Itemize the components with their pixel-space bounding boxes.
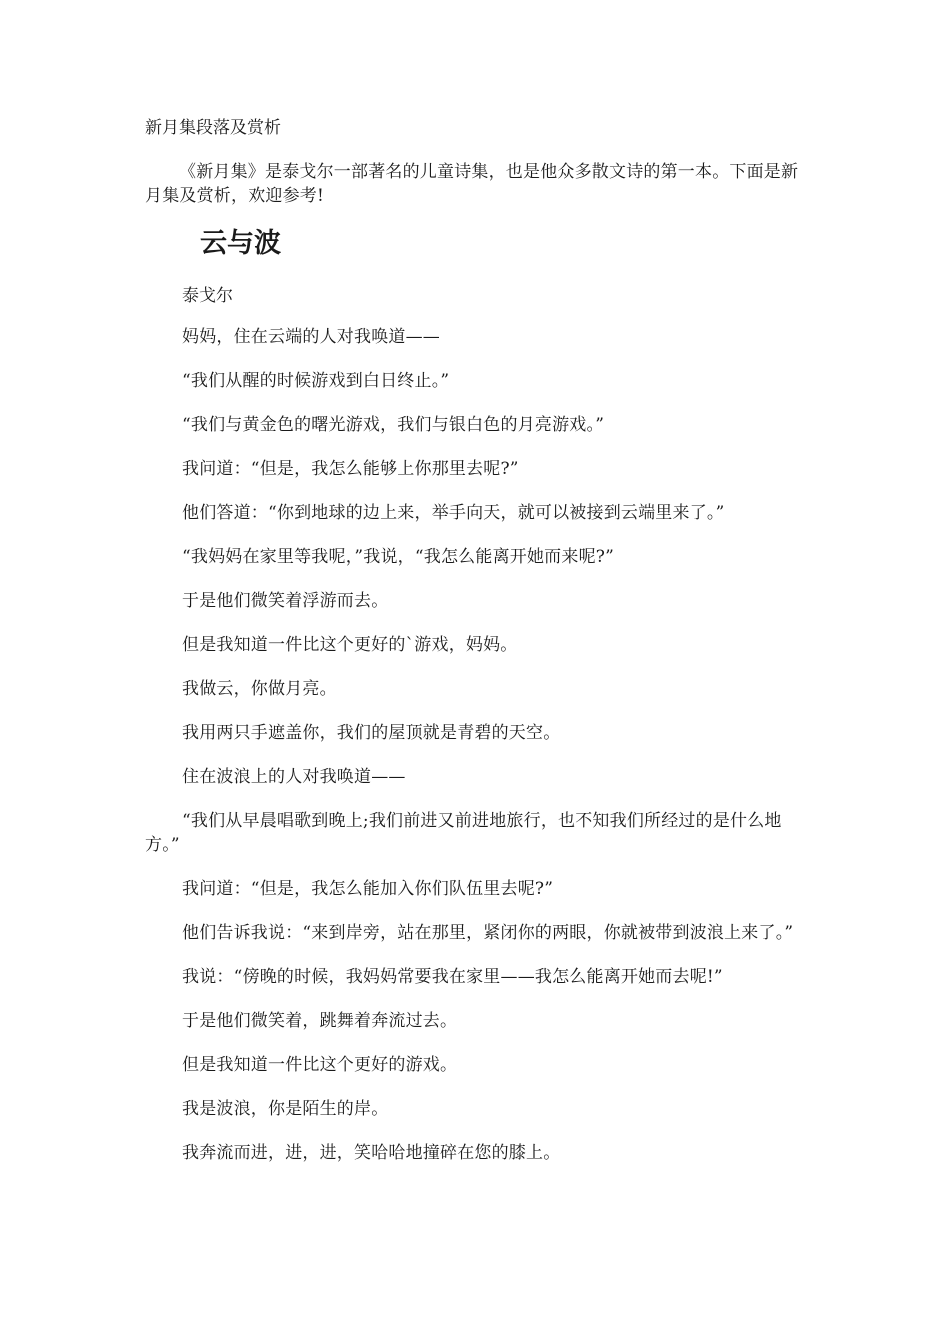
poem-paragraph: 他们告诉我说：“来到岸旁，站在那里，紧闭你的两眼，你就被带到波浪上来了。” — [182, 923, 794, 943]
poem-paragraph: 他们答道：“你到地球的边上来，举手向天，就可以被接到云端里来了。” — [182, 503, 725, 523]
poem-paragraph: “我们从早晨唱歌到晚上;我们前进又前进地旅行，也不知我们所经过的是什么地方。” — [145, 811, 782, 855]
poem-paragraph: 于是他们微笑着，跳舞着奔流过去。 — [182, 1011, 458, 1031]
poem-paragraph: 我用两只手遮盖你，我们的屋顶就是青碧的天空。 — [182, 723, 561, 743]
poem-author: 泰戈尔 — [182, 286, 233, 306]
poem-paragraph: 我问道：“但是，我怎么能加入你们队伍里去呢?” — [182, 879, 554, 899]
poem-paragraph: 我做云，你做月亮。 — [182, 679, 337, 699]
poem-paragraph: 我奔流而进，进，进，笑哈哈地撞碎在您的膝上。 — [182, 1143, 561, 1163]
poem-paragraph: “我们与黄金色的曙光游戏，我们与银白色的月亮游戏。” — [182, 415, 605, 435]
poem-body — [145, 325, 807, 1185]
poem-paragraph: 我问道：“但是，我怎么能够上你那里去呢?” — [182, 459, 519, 479]
poem-paragraph: “我们从醒的时候游戏到白日终止。” — [182, 371, 450, 391]
poem-paragraph: 住在波浪上的人对我唤道—— — [182, 767, 406, 787]
poem-paragraph: 我说：“傍晚的时候，我妈妈常要我在家里——我怎么能离开她而去呢!” — [182, 967, 723, 987]
poem-paragraph: 但是我知道一件比这个更好的游戏。 — [182, 1055, 458, 1075]
poem-paragraph: 但是我知道一件比这个更好的`游戏，妈妈。 — [182, 635, 518, 655]
poem-paragraph: 妈妈，住在云端的人对我唤道—— — [182, 327, 440, 347]
intro-paragraph: 《新月集》是泰戈尔一部著名的儿童诗集，也是他众多散文诗的第一本。下面是新月集及赏析，欢迎参考! — [145, 162, 799, 206]
poem-paragraph: 于是他们微笑着浮游而去。 — [182, 591, 389, 611]
poem-paragraph: 我是波浪，你是陌生的岸。 — [182, 1099, 389, 1119]
poem-paragraph: “我妈妈在家里等我呢，”我说，“我怎么能离开她而来呢?” — [182, 547, 614, 567]
poem-title: 云与波 — [200, 228, 281, 259]
document-title: 新月集段落及赏析 — [145, 118, 281, 138]
